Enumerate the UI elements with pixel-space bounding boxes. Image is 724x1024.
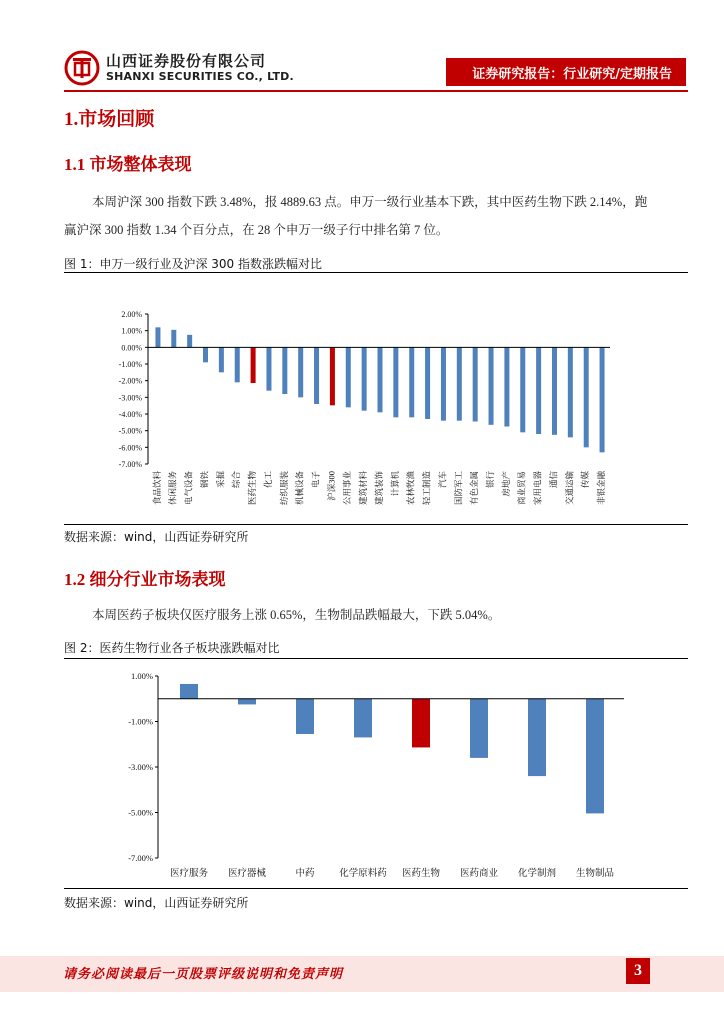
x-tick-label: 电子 [310, 471, 321, 489]
y-tick-label: 0.00% [121, 343, 142, 353]
bar [393, 347, 398, 417]
header-divider [64, 90, 688, 92]
x-tick-label: 公用事业 [342, 471, 353, 506]
bar [441, 347, 446, 420]
x-tick-label: 家用电器 [532, 471, 543, 506]
company-logo [64, 50, 100, 86]
x-tick-label: 纺织服装 [278, 471, 289, 506]
x-tick-label: 汽车 [437, 471, 448, 489]
subsection-title: 1.2 细分行业市场表现 [64, 570, 226, 589]
bar [600, 347, 605, 452]
bar [346, 347, 351, 407]
x-tick-label: 钢铁 [199, 471, 210, 489]
x-tick-label: 医疗器械 [227, 869, 267, 879]
bar [568, 347, 573, 437]
bar [251, 347, 256, 383]
y-tick-label: -7.00% [128, 853, 153, 863]
x-tick-label: 建筑装饰 [373, 471, 384, 506]
bar [266, 347, 271, 390]
bar [425, 347, 430, 419]
bar [296, 699, 314, 734]
x-tick-label: 非银金融 [596, 471, 607, 506]
x-tick-label: 生物制品 [575, 869, 615, 879]
data-source: 数据来源：wind，山西证券研究所 [64, 530, 249, 544]
x-tick-label: 计算机 [389, 471, 400, 497]
x-tick-label: 交通运输 [564, 471, 575, 506]
figure-top-rule [64, 272, 688, 273]
bar [473, 347, 478, 421]
bar [298, 347, 303, 397]
x-tick-label: 化工 [262, 471, 273, 489]
x-tick-label: 中药 [295, 869, 315, 879]
bar [155, 327, 160, 347]
y-tick-label: 1.00% [131, 671, 153, 681]
x-tick-label: 食品饮料 [151, 471, 162, 506]
bar [203, 347, 208, 362]
x-tick-label: 医药商业 [459, 869, 499, 879]
y-tick-label: -4.00% [118, 410, 142, 419]
x-tick-label: 建筑材料 [358, 471, 369, 506]
x-tick-label: 医药生物 [247, 471, 258, 506]
industry-change-chart [64, 300, 688, 522]
bar [536, 347, 541, 434]
x-tick-label: 医疗服务 [169, 869, 209, 879]
bar [586, 699, 604, 814]
x-tick-label: 医药生物 [401, 869, 441, 879]
y-tick-label: 2.00% [121, 310, 142, 319]
x-tick-label: 沪深300 [326, 471, 337, 501]
bar [330, 347, 335, 405]
bar [528, 699, 546, 776]
paragraph-line: 本周医药子板块仅医疗服务上涨 0.65%，生物制品跌幅最大，下跌 5.04%。 [92, 608, 501, 622]
figure-bottom-rule [64, 524, 688, 525]
paragraph-line: 本周沪深 300 指数下跌 3.48%，报 4889.63 点。申万一级行业基本下跌，其中医药生物下跌 2.14%，跑 [92, 195, 648, 209]
bar [238, 699, 256, 705]
figure-title: 图 1：申万一级行业及沪深 300 指数涨跌幅对比 [64, 257, 322, 271]
x-tick-label: 有色金属 [469, 471, 480, 506]
bar [552, 347, 557, 434]
bar [354, 699, 372, 738]
x-tick-label: 银行 [484, 471, 495, 489]
pharma-subsector-chart [64, 666, 688, 884]
y-tick-label: -3.00% [118, 393, 142, 403]
x-tick-label: 传媒 [580, 471, 591, 489]
bar [187, 335, 192, 348]
figure-top-rule [64, 658, 688, 659]
x-tick-label: 农林牧渔 [405, 471, 416, 506]
x-tick-label: 化学制剂 [517, 869, 557, 879]
figure-title: 图 2：医药生物行业各子板块涨跌幅对比 [64, 641, 280, 655]
x-tick-label: 房地产 [500, 471, 511, 497]
bar [282, 347, 287, 394]
bar [584, 347, 589, 447]
bar [409, 347, 414, 417]
bar [180, 684, 198, 699]
subsection-title: 1.1 市场整体表现 [64, 155, 192, 174]
x-tick-label: 轻工制造 [421, 471, 432, 506]
footer-disclaimer: 请务必阅读最后一页股票评级说明和免责声明 [63, 966, 344, 981]
section-title: 1.市场回顾 [64, 109, 155, 130]
x-tick-label: 采掘 [215, 471, 226, 489]
bar [314, 347, 319, 404]
paragraph-line: 赢沪深 300 指数 1.34 个百分点，在 28 个申万一级子行中排名第 7 位。 [64, 223, 449, 237]
x-tick-label: 商业贸易 [516, 471, 527, 506]
bar [412, 699, 430, 748]
y-tick-label: -5.00% [118, 426, 142, 436]
y-tick-label: -7.00% [118, 460, 142, 469]
bar [219, 347, 224, 372]
y-tick-label: -2.00% [118, 376, 142, 386]
bar [457, 347, 462, 420]
y-tick-label: -3.00% [128, 762, 153, 772]
y-tick-label: -6.00% [118, 443, 142, 453]
x-tick-label: 机械设备 [294, 471, 305, 506]
company-name-cn: 山西证券股份有限公司 [106, 52, 267, 70]
bar [470, 699, 488, 758]
y-tick-label: -1.00% [128, 716, 153, 727]
x-tick-label: 通信 [548, 471, 559, 489]
report-type-banner: 证券研究报告：行业研究/定期报告 [446, 58, 686, 86]
bar [520, 347, 525, 432]
bar [235, 347, 240, 382]
page-number: 3 [626, 958, 650, 984]
bar [171, 330, 176, 348]
y-tick-label: 1.00% [121, 326, 142, 336]
bar [489, 347, 494, 424]
x-tick-label: 电气设备 [183, 471, 194, 506]
data-source: 数据来源：wind，山西证券研究所 [64, 896, 249, 910]
x-tick-label: 休闲服务 [167, 471, 178, 506]
y-tick-label: -5.00% [128, 807, 153, 818]
x-tick-label: 国防军工 [453, 471, 464, 506]
y-tick-label: -1.00% [118, 360, 142, 369]
x-tick-label: 化学原料药 [339, 869, 387, 879]
bar [362, 347, 367, 410]
bar [504, 347, 509, 426]
company-name-en: SHANXI SECURITIES CO., LTD. [106, 70, 294, 83]
figure-bottom-rule [64, 888, 688, 889]
bar [378, 347, 383, 412]
x-tick-label: 综合 [231, 471, 242, 489]
